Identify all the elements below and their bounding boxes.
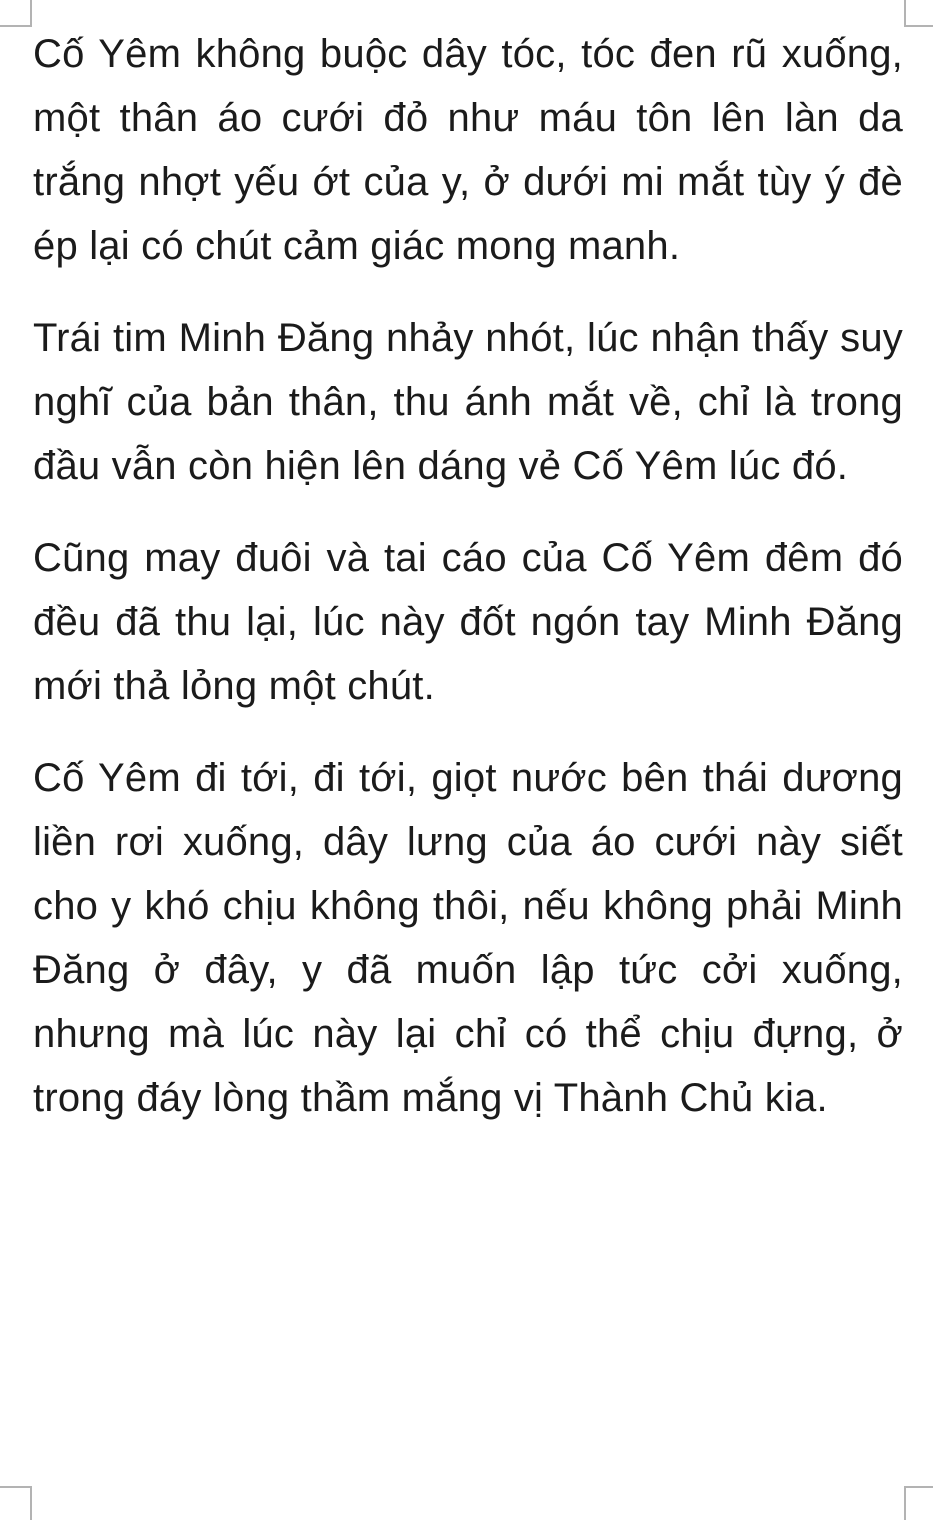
chapter-text bbox=[33, 22, 903, 1158]
paragraph: Cố Yêm không buộc dây tóc, tóc đen rũ xuống, một thân áo cưới đỏ như máu tôn lên làn da trắng nhợt yếu ớt của y, ở dưới mi mắt tùy ý đè ép lại có chút cảm giác mong manh. bbox=[33, 32, 903, 268]
paragraph: Cũng may đuôi và tai cáo của Cố Yêm đêm đó đều đã thu lại, lúc này đốt ngón tay Minh Đăng mới thả lỏng một chút. bbox=[33, 536, 903, 708]
page-corner-mark-top-left bbox=[0, 0, 32, 27]
paragraph: Cố Yêm đi tới, đi tới, giọt nước bên thái dương liền rơi xuống, dây lưng của áo cưới này siết cho y khó chịu không thôi, nếu không phải Minh Đăng ở đây, y đã muốn lập tức cởi xuống, nhưng mà lúc này lại chỉ có thể chịu đựng, ở trong đáy lòng thầm mắng vị Thành Chủ kia. bbox=[33, 756, 903, 1120]
page-corner-mark-bottom-left bbox=[0, 1486, 32, 1520]
paragraph: Trái tim Minh Đăng nhảy nhót, lúc nhận thấy suy nghĩ của bản thân, thu ánh mắt về, chỉ là trong đầu vẫn còn hiện lên dáng vẻ Cố Yêm lúc đó. bbox=[33, 316, 903, 488]
page-corner-mark-top-right bbox=[904, 0, 933, 27]
page-corner-mark-bottom-right bbox=[904, 1486, 933, 1520]
